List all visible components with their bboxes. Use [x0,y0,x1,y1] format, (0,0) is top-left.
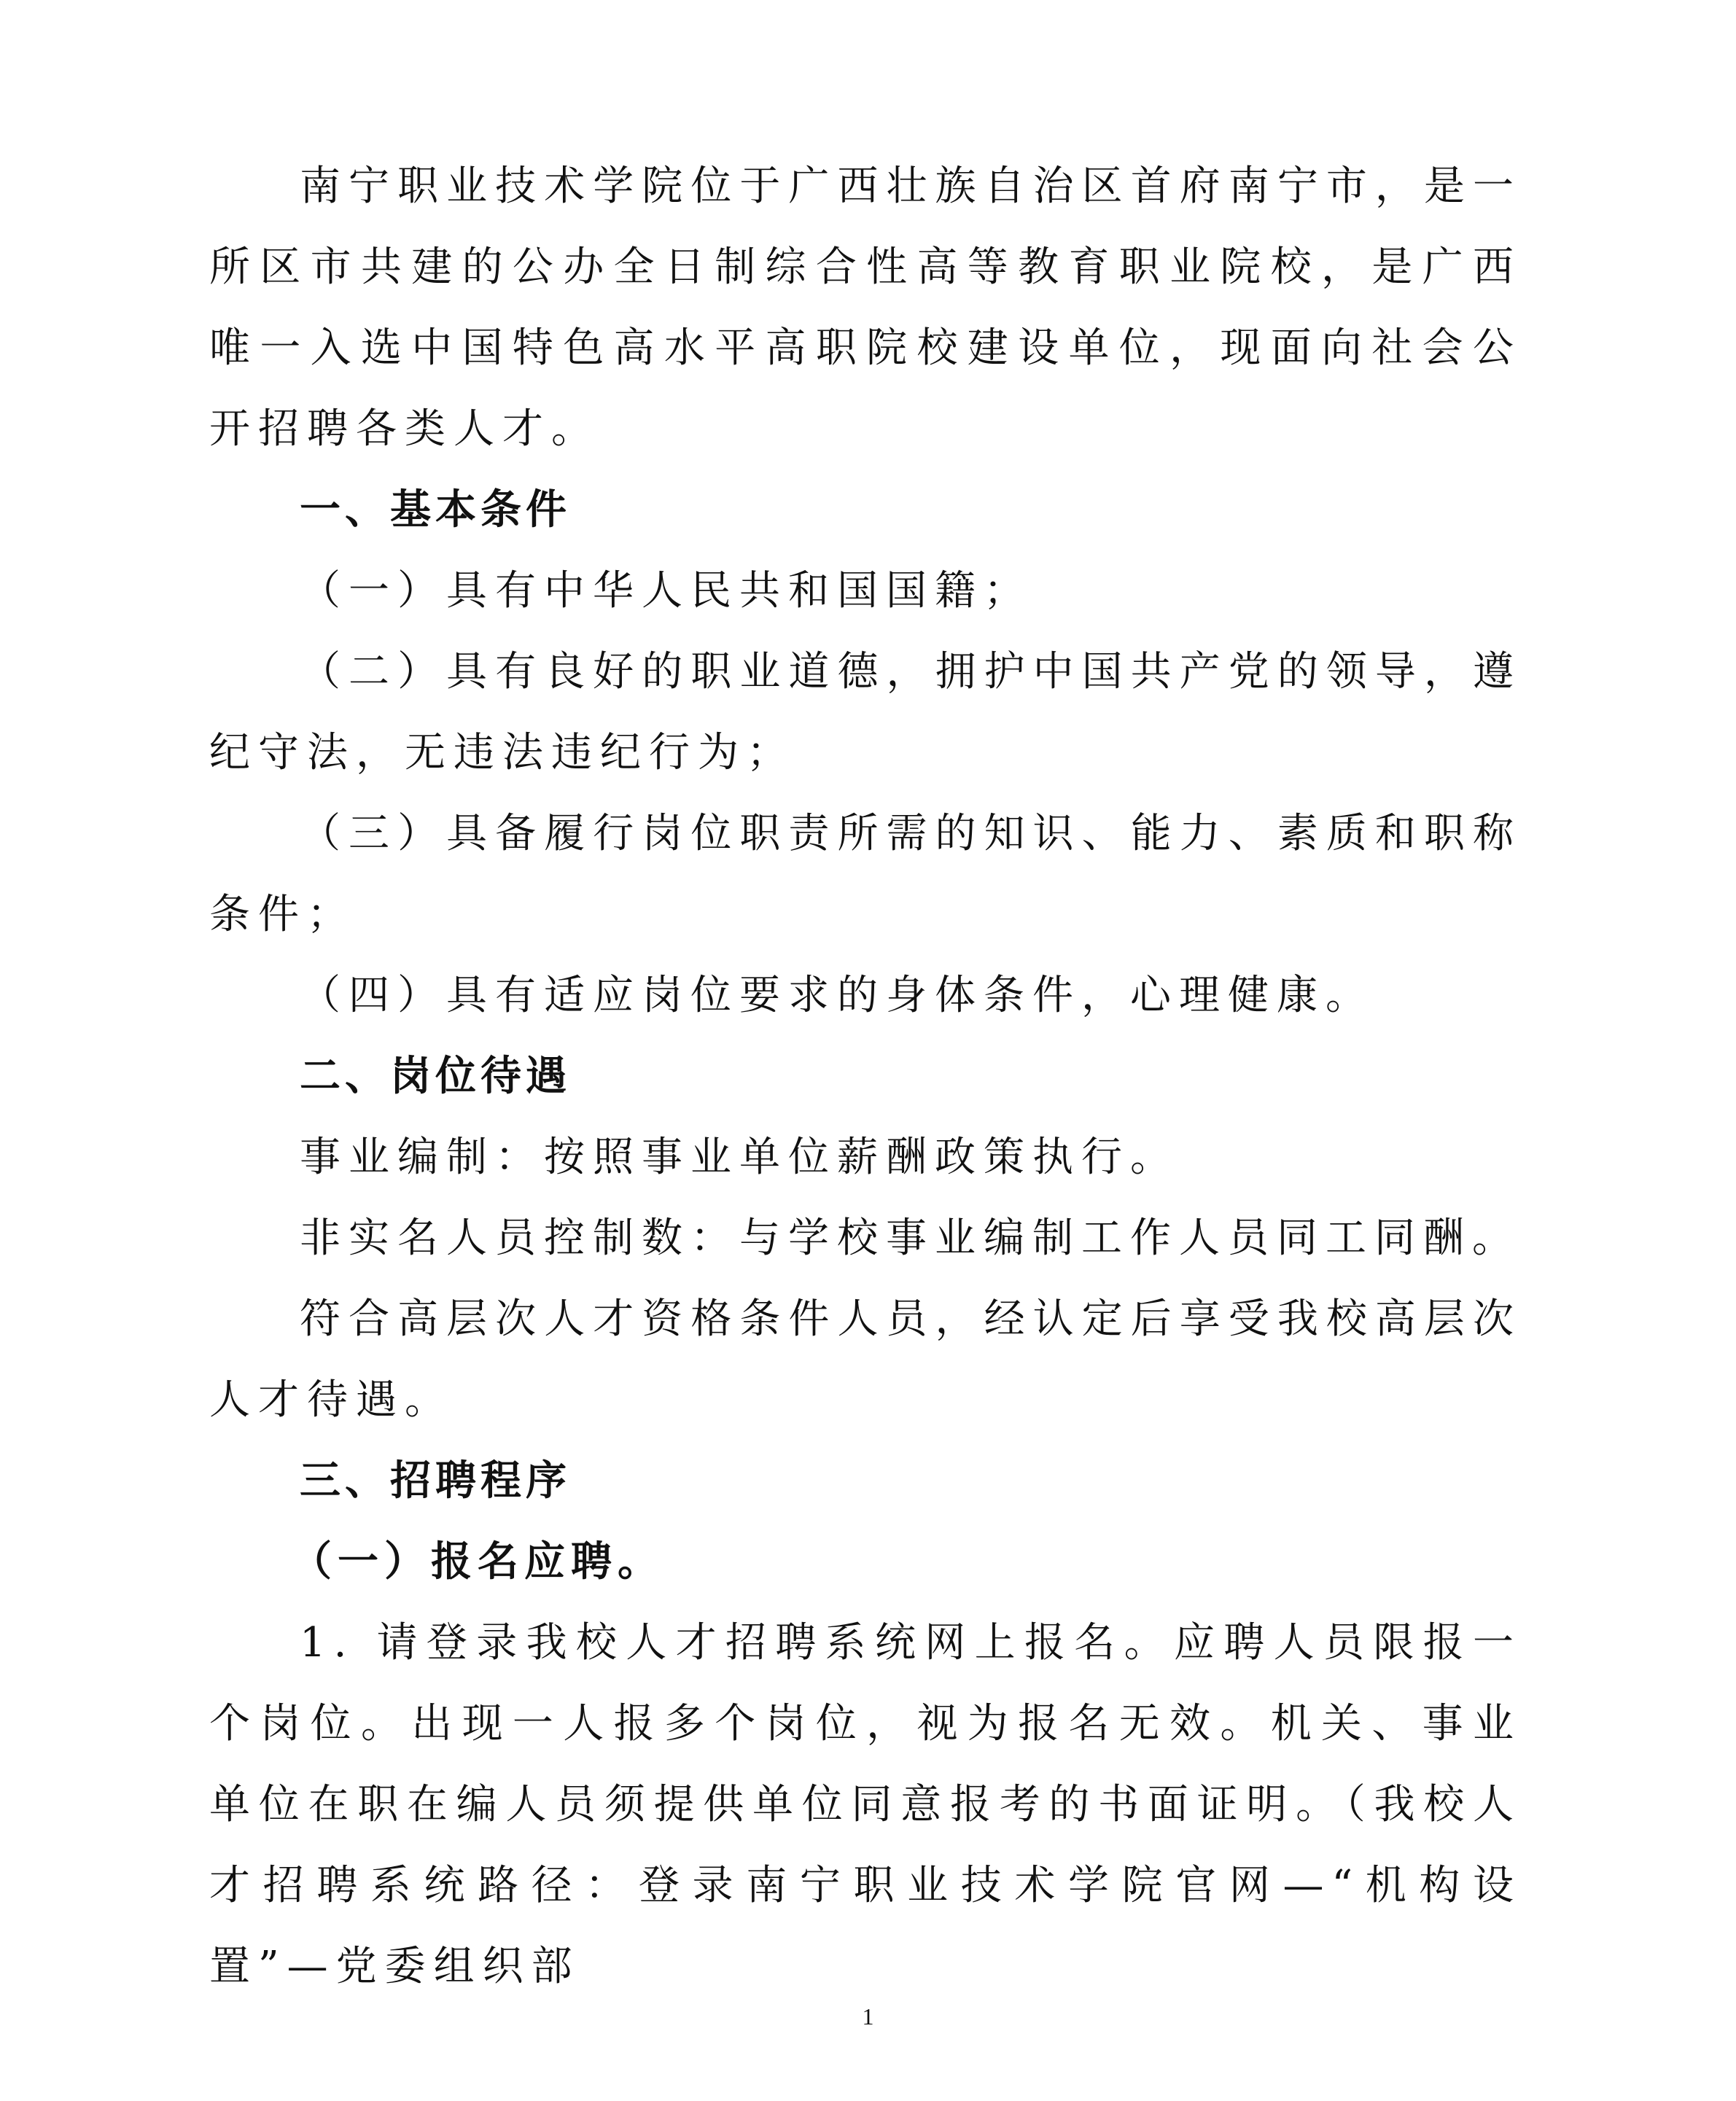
condition-item: （四）具有适应岗位要求的身体条件，心理健康。 [300,972,1374,1019]
benefit-item: 非实名人员控制数：与学校事业编制工作人员同工同酬。 [300,1215,1521,1262]
benefit-item: 事业编制：按照事业单位薪酬政策执行。 [300,1134,1179,1181]
condition-item: （三）具备履行岗位职责所需的知识、能力、素质和职称条件； [209,810,1522,938]
intro-paragraph: 南宁职业技术学院位于广西壮族自治区首府南宁市，是一所区市共建的公办全日制综合性高等教育职业院校，是广西唯一入选中国特色高水平高职院校建设单位，现面向社会公开招聘各类人才。 [209,163,1522,453]
subsection-heading-registration: （一）报名应聘。 [291,1537,664,1586]
procedure-item: 1. 请登录我校人才招聘系统网上报名。应聘人员限报一个岗位。出现一人报多个岗位，视为报名无效。机关、事业单位在职在编人员须提供单位同意报考的书面证明。（我校人才招聘系统路径：登录南宁职业技术学院官网—“机构设置”—党委组织部 [209,1619,1522,1990]
page-number: 1 [862,2003,874,2030]
section-heading-recruitment-procedure: 三、招聘程序 [300,1457,571,1505]
document-body [209,146,1522,2007]
benefit-item: 符合高层次人才资格条件人员，经认定后享受我校高层次人才待遇。 [209,1295,1522,1424]
section-heading-basic-conditions: 一、基本条件 [300,486,571,534]
section-heading-position-benefits: 二、岗位待遇 [300,1053,571,1100]
condition-item: （一）具有中华人民共和国国籍； [300,567,1032,615]
condition-item: （二）具有良好的职业道德，拥护中国共产党的领导，遵纪守法，无违法违纪行为； [209,648,1522,776]
